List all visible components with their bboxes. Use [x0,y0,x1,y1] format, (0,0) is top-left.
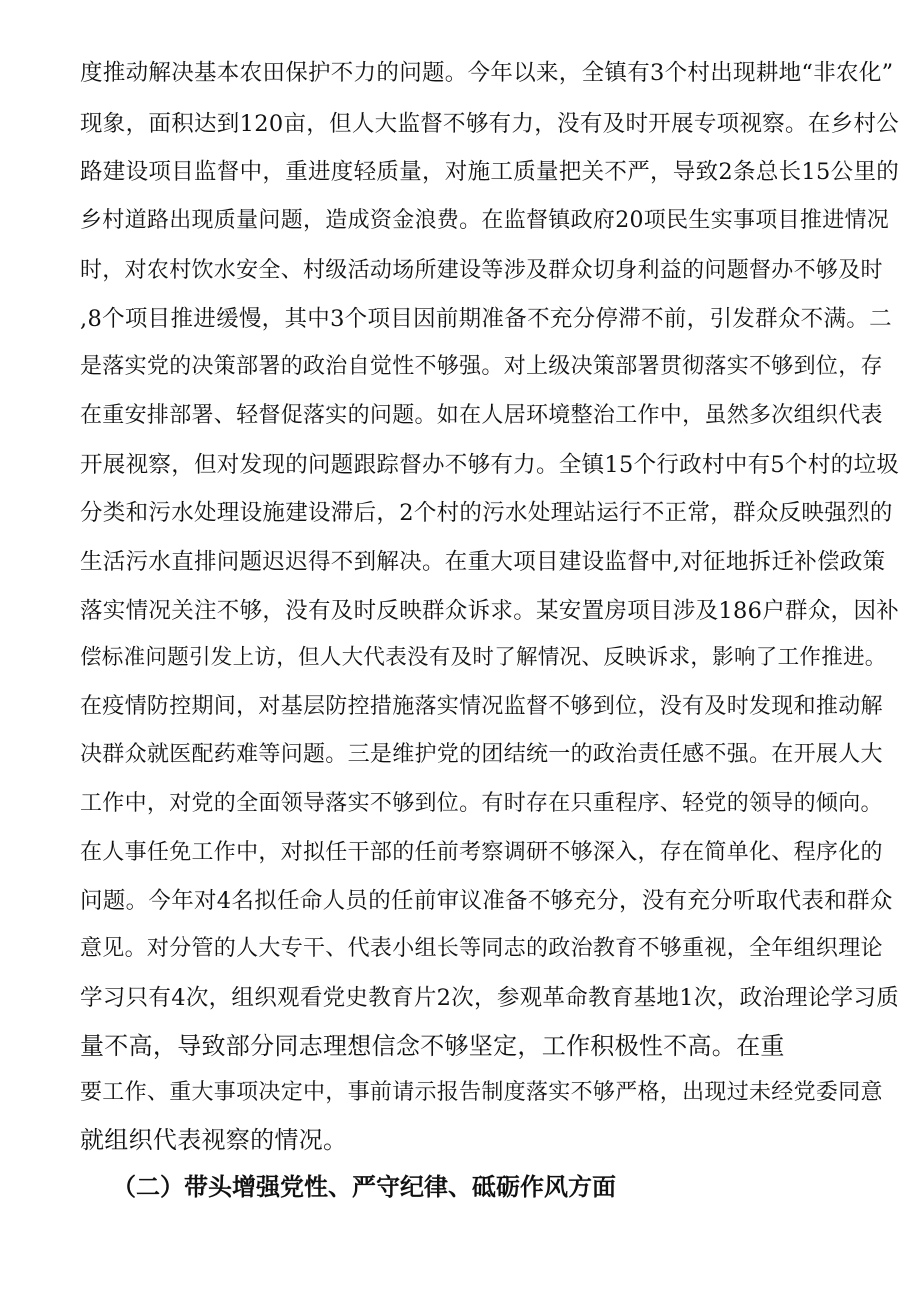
body-text-line: 路建设项目监督中，重进度轻质量，对施工质量把关不严，导致2条总长15公里的 [80,159,900,185]
body-text-line: 现象，面积达到120亩，但人大监督不够有力，没有及时开展专项视察。在乡村公 [80,111,900,137]
body-text-line: 在重安排部署、轻督促落实的问题。如在人居环境整治工作中，虽然多次组织代表 [80,403,883,428]
body-text-line: 要工作、重大事项决定中，事前请示报告制度落实不够严格，出现过未经党委同意 [80,1080,883,1105]
body-text-line: ,8个项目推进缓慢，其中3个项目因前期准备不充分停滞不前，引发群众不满。二 [80,306,892,332]
body-text-line: 工作中，对党的全面领导落实不够到位。有时存在只重程序、轻党的领导的倾向。 [80,791,883,816]
body-text-line: 学习只有4次，组织观看党史教育片2次，参观革命教育基地1次，政治理论学习质 [80,985,900,1011]
body-text-line: 在人事任免工作中，对拟任干部的任前考察调研不够深入，存在简单化、程序化的 [80,840,883,865]
body-text-line: 乡村道路出现质量问题，造成资金浪费。在监督镇政府20项民生实事项目推进情况 [80,208,890,233]
body-text-line: 落实情况关注不够，没有及时反映群众诉求。某安置房项目涉及186户群众，因补 [80,598,900,624]
body-text-line: 在疫情防控期间，对基层防控措施落实情况监督不够到位，没有及时发现和推动解 [80,694,883,719]
body-text-line: 分类和污水处理设施建设滞后，2个村的污水处理站运行不正常，群众反映强烈的 [80,500,893,526]
body-text-line: 时，对农村饮水安全、村级活动场所建设等涉及群众切身利益的问题督办不够及时 [80,258,883,283]
body-text-line: 偿标准问题引发上访，但人大代表没有及时了解情况、反映诉求，影响了工作推进。 [80,645,887,670]
body-text-line: 生活污水直排问题迟迟得不到解决。在重大项目建设监督中,对征地拆迁补偿政策 [80,549,886,575]
body-text-line: 意见。对分管的人大专干、代表小组长等同志的政治教育不够重视，全年组织理论 [80,936,883,961]
body-text-line: 问题。今年对4名拟任命人员的任前审议准备不够充分，没有充分听取代表和群众 [80,888,893,914]
body-text-line: 度推动解决基本农田保护不力的问题。今年以来，全镇有3个村出现耕地“非农化” [80,60,894,86]
body-text-line: 量不高，导致部分同志理想信念不够坚定，工作积极性不高。在重 [80,1032,785,1060]
body-text-line: 就组织代表视察的情况。 [80,1126,348,1154]
section-heading: （二）带头增强党性、严守纪律、砥砺作风方面 [112,1173,616,1201]
body-text-line: 决群众就医配药难等问题。三是维护党的团结统一的政治责任感不强。在开展人大 [80,742,883,767]
body-text-line: 是落实党的决策部署的政治自觉性不够强。对上级决策部署贯彻落实不够到位，存 [80,354,883,379]
body-text-line: 开展视察，但对发现的问题跟踪督办不够有力。全镇15个行政村中有5个村的垃圾 [80,452,900,478]
